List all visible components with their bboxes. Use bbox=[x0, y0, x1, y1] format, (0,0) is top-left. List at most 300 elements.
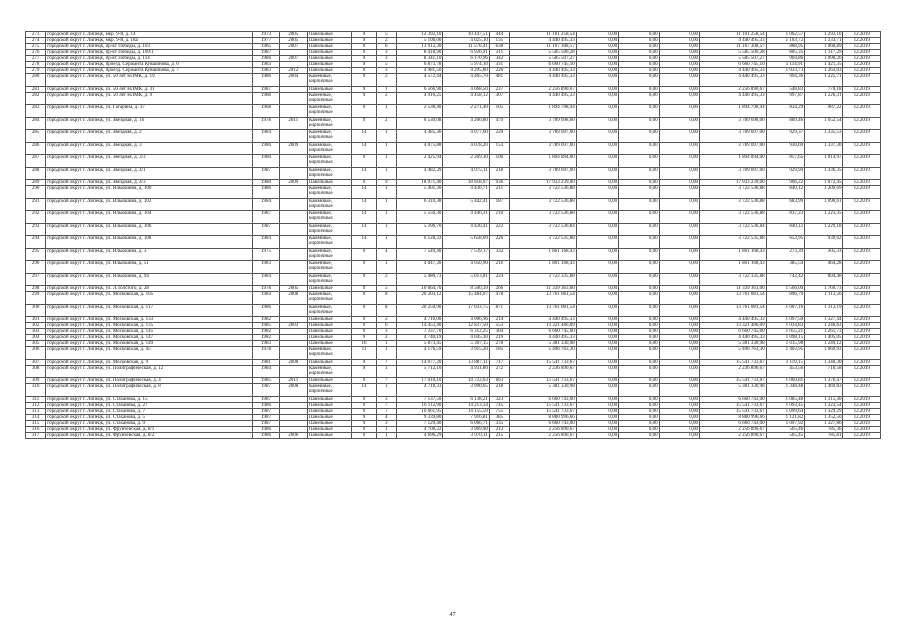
cell-build-year: 1985 bbox=[253, 323, 279, 329]
cell-floors: 9 bbox=[352, 432, 376, 438]
cell-cost-per-sqm: 273,39 bbox=[766, 248, 804, 261]
cell-cost-federal: 0,00 bbox=[576, 323, 618, 329]
cell-cost-limit-per-sqm: 1 223,35 bbox=[805, 211, 843, 224]
cell-cost-federal: 0,00 bbox=[576, 180, 618, 186]
cell-cost-regional: 0,00 bbox=[619, 130, 659, 143]
cell-repair-year bbox=[279, 130, 307, 143]
cell-cost-total: 8 880 996,66 bbox=[510, 414, 577, 420]
cell-floors: 9 bbox=[352, 426, 376, 432]
cell-wall-material: Каменные, кирпичные bbox=[307, 292, 351, 305]
cell-floors: 9 bbox=[352, 68, 376, 74]
cell-wall-material: Каменные, кирпичные bbox=[307, 105, 351, 118]
cell-row-number: 313 bbox=[26, 408, 46, 414]
cell-build-year: 1987 bbox=[253, 420, 279, 426]
cell-build-year: 1981 bbox=[253, 359, 279, 365]
cell-build-year: 1977 bbox=[253, 38, 279, 44]
cell-entrances: 4 bbox=[376, 414, 396, 420]
cell-address: городской округ г. Липецк, ул. 50 лет НЛМК, д. 31 bbox=[46, 86, 253, 92]
cell-residents: 663 bbox=[489, 378, 509, 384]
cell-floors: 14 bbox=[352, 186, 376, 199]
cell-cost-per-sqm: 683,99 bbox=[766, 198, 804, 211]
cell-floors: 9 bbox=[352, 74, 376, 87]
cell-repair-year bbox=[279, 223, 307, 236]
cell-repair-year bbox=[279, 248, 307, 261]
cell-wall-material: Панельные bbox=[307, 329, 351, 335]
cell-entrances: 4 bbox=[376, 248, 396, 261]
cell-cost-owners: 2 256 890,67 bbox=[699, 426, 766, 432]
cell-cost-per-sqm: 653,95 bbox=[766, 236, 804, 249]
cell-living-area: 6 066,71 bbox=[443, 420, 489, 426]
cell-cost-regional: 0,00 bbox=[619, 92, 659, 105]
table-row bbox=[26, 248, 881, 261]
cell-address: городской округ г. Липецк, ул. Ильюшина, д. 106 bbox=[46, 223, 253, 236]
cell-cost-total: 3 789 697,00 bbox=[510, 130, 577, 143]
cell-cost-total: 2 256 890,67 bbox=[510, 86, 577, 92]
cell-cost-limit-per-sqm: 1 335,53 bbox=[805, 130, 843, 143]
cell-cost-limit-per-sqm: 1 209,69 bbox=[805, 186, 843, 199]
cell-wall-material: Панельные bbox=[307, 44, 351, 50]
cell-cost-total: 11 167 308,57 bbox=[510, 44, 577, 50]
cell-cost-owners: 3 789 697,00 bbox=[699, 167, 766, 180]
cell-floors: 14 bbox=[352, 130, 376, 143]
cell-cost-federal: 0,00 bbox=[576, 142, 618, 155]
cell-cost-limit-per-sqm: 785,36 bbox=[805, 426, 843, 432]
cell-build-year: 1975 bbox=[253, 248, 279, 261]
cell-cost-local: 0,00 bbox=[659, 74, 699, 87]
cell-address: городской округ г. Липецк, ул. Полиграфическая, д. 12 bbox=[46, 365, 253, 378]
cell-cost-local: 0,00 bbox=[659, 155, 699, 168]
cell-planned-date: 12.2019 bbox=[843, 180, 881, 186]
cell-cost-total: 13 761 081,54 bbox=[510, 292, 577, 305]
cell-repair-year: 2011 bbox=[279, 378, 307, 384]
cell-living-area: 4 077,60 bbox=[443, 130, 489, 143]
cell-build-year: 1978 bbox=[253, 347, 279, 360]
cell-cost-federal: 0,00 bbox=[576, 347, 618, 360]
cell-living-area: 7 916,81 bbox=[443, 414, 489, 420]
cell-row-number: 289 bbox=[26, 180, 46, 186]
cell-cost-total: 1 894 894,00 bbox=[510, 155, 577, 168]
register-sheet bbox=[25, 31, 881, 439]
cell-cost-federal: 0,00 bbox=[576, 341, 618, 347]
cell-cost-limit-per-sqm: 1 352,50 bbox=[805, 414, 843, 420]
cell-repair-year: 2005 bbox=[279, 32, 307, 38]
table-row bbox=[26, 186, 881, 199]
cell-row-number: 273 bbox=[26, 32, 46, 38]
cell-planned-date: 12.2019 bbox=[843, 105, 881, 118]
cell-cost-limit-per-sqm: 785,81 bbox=[805, 432, 843, 438]
cell-entrances: 2 bbox=[376, 335, 396, 341]
cell-cost-regional: 0,00 bbox=[619, 236, 659, 249]
cell-build-year: 1987 bbox=[253, 384, 279, 397]
cell-row-number: 274 bbox=[26, 38, 46, 44]
cell-wall-material: Панельные bbox=[307, 68, 351, 74]
cell-cost-regional: 0,00 bbox=[619, 142, 659, 155]
cell-cost-federal: 0,00 bbox=[576, 261, 618, 274]
cell-repair-year: 2009 bbox=[279, 142, 307, 155]
cell-repair-year: 2007 bbox=[279, 44, 307, 50]
cell-living-area: 6 926,91 bbox=[443, 50, 489, 56]
cell-cost-per-sqm: 889,46 bbox=[766, 117, 804, 130]
cell-cost-total: 11 339 363,00 bbox=[510, 286, 577, 292]
table-row bbox=[26, 211, 881, 224]
cell-cost-local: 0,00 bbox=[659, 180, 699, 186]
cell-cost-federal: 0,00 bbox=[576, 432, 618, 438]
cell-cost-per-sqm: 1 097,92 bbox=[766, 420, 804, 426]
cell-entrances: 9 bbox=[376, 180, 396, 186]
table-row bbox=[26, 223, 881, 236]
cell-row-number: 291 bbox=[26, 198, 46, 211]
cell-cost-federal: 0,00 bbox=[576, 329, 618, 335]
cell-cost-local: 0,00 bbox=[659, 426, 699, 432]
cell-living-area: 4 075,11 bbox=[443, 167, 489, 180]
cell-total-area: 14 453,40 bbox=[396, 323, 442, 329]
cell-build-year: 1986 bbox=[253, 74, 279, 87]
cell-living-area: 4 068,50 bbox=[443, 86, 489, 92]
cell-cost-owners: 4 440 495,33 bbox=[699, 38, 766, 44]
cell-cost-regional: 0,00 bbox=[619, 317, 659, 323]
cell-wall-material: Каменные, кирпичные bbox=[307, 248, 351, 261]
cell-cost-local: 0,00 bbox=[659, 292, 699, 305]
cell-cost-owners: 3 722 536,88 bbox=[699, 186, 766, 199]
cell-residents: 332 bbox=[489, 248, 509, 261]
cell-cost-total: 4 440 495,33 bbox=[510, 74, 577, 87]
cell-cost-regional: 0,00 bbox=[619, 396, 659, 402]
cell-planned-date: 12.2019 bbox=[843, 420, 881, 426]
cell-repair-year bbox=[279, 236, 307, 249]
cell-cost-limit-per-sqm: 1 225,71 bbox=[805, 74, 843, 87]
cell-build-year: 1987 bbox=[253, 223, 279, 236]
cell-residents: 218 bbox=[489, 384, 509, 397]
cell-cost-per-sqm: 548,83 bbox=[766, 86, 804, 92]
cell-wall-material: Панельные bbox=[307, 286, 351, 292]
cell-address: городской округ г. Липецк, проезд. Сержанта Кувшинова, д. 7 bbox=[46, 68, 253, 74]
cell-living-area: 2 271,40 bbox=[443, 105, 489, 118]
cell-cost-regional: 0,00 bbox=[619, 402, 659, 408]
cell-entrances: 3 bbox=[376, 420, 396, 426]
cell-address: городской округ г. Липецк, ул. Московская, д. 135 bbox=[46, 323, 253, 329]
cell-living-area: 4 295,80 bbox=[443, 68, 489, 74]
cell-residents: 331 bbox=[489, 62, 509, 68]
cell-address: городской округ г. Липецк, ул. Фрунзенская, д. 8/2 bbox=[46, 432, 253, 438]
cell-planned-date: 12.2019 bbox=[843, 62, 881, 68]
cell-wall-material: Каменные, кирпичные bbox=[307, 186, 351, 199]
cell-residents: 226 bbox=[489, 68, 509, 74]
cell-planned-date: 12.2019 bbox=[843, 167, 881, 180]
cell-cost-owners: 2 236 890,67 bbox=[699, 365, 766, 378]
cell-total-area: 7 129,40 bbox=[396, 420, 442, 426]
cell-cost-total: 15 541 733,67 bbox=[510, 408, 577, 414]
cell-cost-limit-per-sqm: 1 052,54 bbox=[805, 117, 843, 130]
cell-cost-regional: 0,00 bbox=[619, 304, 659, 317]
cell-cost-owners: 1 861 168,43 bbox=[699, 248, 766, 261]
cell-row-number: 303 bbox=[26, 329, 46, 335]
cell-cost-total: 2 256 890,67 bbox=[510, 432, 577, 438]
cell-cost-federal: 0,00 bbox=[576, 130, 618, 143]
cell-address: городской округ г. Липецк, ул. Гагарина, д. 37 bbox=[46, 105, 253, 118]
cell-row-number: 286 bbox=[26, 142, 46, 155]
cell-planned-date: 12.2019 bbox=[843, 384, 881, 397]
cell-row-number: 276 bbox=[26, 50, 46, 56]
cell-cost-per-sqm: 834,29 bbox=[766, 105, 804, 118]
cell-cost-per-sqm: 1 015,98 bbox=[766, 341, 804, 347]
cell-cost-per-sqm: 1 034,83 bbox=[766, 323, 804, 329]
cell-cost-local: 0,00 bbox=[659, 420, 699, 426]
cell-cost-limit-per-sqm: 1 246,63 bbox=[805, 323, 843, 329]
cell-living-area: 3 969,90 bbox=[443, 426, 489, 432]
cell-row-number: 285 bbox=[26, 130, 46, 143]
cell-residents: 237 bbox=[489, 86, 509, 92]
cell-cost-local: 0,00 bbox=[659, 261, 699, 274]
cell-cost-limit-per-sqm: 770,18 bbox=[805, 86, 843, 92]
cell-cost-limit-per-sqm: 1 117,29 bbox=[805, 50, 843, 56]
cell-total-area: 4 916,25 bbox=[396, 92, 442, 105]
cell-cost-owners: 13 761 081,54 bbox=[699, 304, 766, 317]
cell-cost-regional: 0,00 bbox=[619, 56, 659, 62]
cell-cost-regional: 0,00 bbox=[619, 180, 659, 186]
table-row bbox=[26, 117, 881, 130]
cell-living-area: 7 539,17 bbox=[443, 248, 489, 261]
cell-cost-regional: 0,00 bbox=[619, 261, 659, 274]
cell-planned-date: 12.2019 bbox=[843, 378, 881, 384]
cell-cost-regional: 0,00 bbox=[619, 408, 659, 414]
cell-entrances: 1 bbox=[376, 167, 396, 180]
cell-cost-owners: 3 722 536,84 bbox=[699, 223, 766, 236]
cell-cost-local: 0,00 bbox=[659, 341, 699, 347]
cell-living-area: 10 447,51 bbox=[443, 32, 489, 38]
cell-address: городской округ г. Липецк, ул. Ильюшина, д. 94 bbox=[46, 273, 253, 286]
table-row bbox=[26, 198, 881, 211]
cell-repair-year: 2007 bbox=[279, 56, 307, 62]
cell-cost-limit-per-sqm: 1 323,54 bbox=[805, 402, 843, 408]
cell-repair-year: 2005 bbox=[279, 38, 307, 44]
cell-build-year: 1984 bbox=[253, 198, 279, 211]
cell-build-year: 1984 bbox=[253, 130, 279, 143]
cell-cost-regional: 0,00 bbox=[619, 286, 659, 292]
cell-planned-date: 12.2019 bbox=[843, 273, 881, 286]
cell-entrances: 7 bbox=[376, 378, 396, 384]
cell-floors: 9 bbox=[352, 378, 376, 384]
cell-planned-date: 12.2019 bbox=[843, 44, 881, 50]
cell-cost-total: 4 440 495,33 bbox=[510, 317, 577, 323]
cell-build-year: 1986 bbox=[253, 432, 279, 438]
cell-repair-year: 2009 bbox=[279, 180, 307, 186]
cell-living-area: 3 970,11 bbox=[443, 432, 489, 438]
cell-cost-limit-per-sqm: 1 340,30 bbox=[805, 359, 843, 365]
cell-cost-owners: 13 321 486,09 bbox=[699, 323, 766, 329]
cell-planned-date: 12.2019 bbox=[843, 261, 881, 274]
cell-wall-material: Панельные bbox=[307, 335, 351, 341]
cell-cost-local: 0,00 bbox=[659, 142, 699, 155]
cell-repair-year: 2008 bbox=[279, 359, 307, 365]
cell-residents: 220 bbox=[489, 130, 509, 143]
cell-cost-per-sqm: 1 098,15 bbox=[766, 335, 804, 341]
cell-cost-per-sqm: 994,36 bbox=[766, 74, 804, 87]
cell-cost-local: 0,00 bbox=[659, 323, 699, 329]
cell-entrances: 8 bbox=[376, 292, 396, 305]
cell-cost-limit-per-sqm: 1 421,35 bbox=[805, 62, 843, 68]
cell-address: городской округ г. Липецк, ул. Л.Толстого, д. 28 bbox=[46, 286, 253, 292]
cell-repair-year bbox=[279, 347, 307, 360]
cell-cost-local: 0,00 bbox=[659, 167, 699, 180]
cell-cost-local: 0,00 bbox=[659, 414, 699, 420]
cell-cost-owners: 15 541 733,67 bbox=[699, 402, 766, 408]
cell-repair-year bbox=[279, 304, 307, 317]
cell-living-area: 4 458,12 bbox=[443, 92, 489, 105]
cell-build-year: 1988 bbox=[253, 92, 279, 105]
cell-planned-date: 12.2019 bbox=[843, 130, 881, 143]
cell-cost-federal: 0,00 bbox=[576, 292, 618, 305]
cell-floors: 9 bbox=[352, 414, 376, 420]
cell-row-number: 314 bbox=[26, 414, 46, 420]
cell-cost-total: 6 660 745,00 bbox=[510, 329, 577, 335]
cell-cost-local: 0,00 bbox=[659, 359, 699, 365]
cell-address: городской округ г. Липецк, ул. Московская, д. 9 bbox=[46, 359, 253, 365]
cell-floors: 9 bbox=[352, 38, 376, 44]
cell-cost-per-sqm: 1 007,16 bbox=[766, 304, 804, 317]
cell-cost-owners: 4 440 495,33 bbox=[699, 317, 766, 323]
cell-cost-per-sqm: 930,69 bbox=[766, 142, 804, 155]
cell-floors: 9 bbox=[352, 50, 376, 56]
cell-cost-federal: 0,00 bbox=[576, 236, 618, 249]
cell-cost-per-sqm: 840,12 bbox=[766, 186, 804, 199]
cell-cost-local: 0,00 bbox=[659, 304, 699, 317]
cell-planned-date: 12.2019 bbox=[843, 74, 881, 87]
cell-build-year: 1980 bbox=[253, 180, 279, 186]
cell-planned-date: 12.2019 bbox=[843, 248, 881, 261]
cell-build-year: 1984 bbox=[253, 236, 279, 249]
cell-row-number: 284 bbox=[26, 117, 46, 130]
cell-wall-material: Панельные bbox=[307, 317, 351, 323]
cell-cost-per-sqm: 1 093,45 bbox=[766, 402, 804, 408]
cell-repair-year bbox=[279, 186, 307, 199]
table-row bbox=[26, 365, 881, 378]
cell-entrances: 1 bbox=[376, 432, 396, 438]
cell-cost-per-sqm: 1 119,15 bbox=[766, 359, 804, 365]
cell-cost-per-sqm: 904,86 bbox=[766, 56, 804, 62]
cell-cost-owners: 5 585 506,28 bbox=[699, 50, 766, 56]
cell-cost-per-sqm: 1 348,48 bbox=[766, 384, 804, 397]
cell-cost-limit-per-sqm: 1 337,30 bbox=[805, 142, 843, 155]
cell-living-area: 2 269,30 bbox=[443, 155, 489, 168]
cell-cost-owners: 5 381 330,98 bbox=[699, 341, 766, 347]
cell-planned-date: 12.2019 bbox=[843, 359, 881, 365]
cell-wall-material: Каменные, кирпичные bbox=[307, 130, 351, 143]
cell-entrances: 1 bbox=[376, 155, 396, 168]
cell-planned-date: 12.2019 bbox=[843, 317, 881, 323]
cell-total-area: 4 176,59 bbox=[396, 347, 442, 360]
cell-cost-owners: 3 722 536,88 bbox=[699, 211, 766, 224]
cell-row-number: 283 bbox=[26, 105, 46, 118]
cell-wall-material: Панельные bbox=[307, 62, 351, 68]
cell-cost-regional: 0,00 bbox=[619, 32, 659, 38]
cell-cost-per-sqm: 1 069,81 bbox=[766, 378, 804, 384]
cell-cost-limit-per-sqm: 1 329,29 bbox=[805, 408, 843, 414]
cell-row-number: 278 bbox=[26, 62, 46, 68]
cell-residents: 323 bbox=[489, 396, 509, 402]
cell-wall-material: Панельные bbox=[307, 32, 351, 38]
cell-residents: 226 bbox=[489, 236, 509, 249]
cell-residents: 936 bbox=[489, 180, 509, 186]
cell-cost-federal: 0,00 bbox=[576, 32, 618, 38]
cell-cost-total: 2 236 890,67 bbox=[510, 365, 577, 378]
cell-address: городской округ г. Липецк, ул. Ильюшина, д. 51 bbox=[46, 261, 253, 274]
cell-cost-federal: 0,00 bbox=[576, 317, 618, 323]
cell-row-number: 315 bbox=[26, 420, 46, 426]
cell-cost-total: 13 761 081,54 bbox=[510, 304, 577, 317]
table-row bbox=[26, 155, 881, 168]
cell-build-year: 1986 bbox=[253, 186, 279, 199]
cell-floors: 9 bbox=[352, 32, 376, 38]
cell-floors: 9 bbox=[352, 44, 376, 50]
cell-living-area: 5 974,10 bbox=[443, 62, 489, 68]
cell-cost-limit-per-sqm: 1 090,61 bbox=[805, 198, 843, 211]
cell-floors: 9 bbox=[352, 317, 376, 323]
cell-cost-federal: 0,00 bbox=[576, 378, 618, 384]
cell-cost-owners: 17 933 239,00 bbox=[699, 180, 766, 186]
cell-address: городской округ г. Липецк, ул. Звездная, д. 4/1 bbox=[46, 167, 253, 180]
cell-cost-owners: 1 894 894,00 bbox=[699, 155, 766, 168]
cell-residents: 478 bbox=[489, 292, 509, 305]
cell-living-area: 5 307,15 bbox=[443, 341, 489, 347]
cell-total-area: 16 661,95 bbox=[396, 408, 442, 414]
cell-wall-material: Панельные bbox=[307, 180, 351, 186]
cell-cost-owners: 4 440 495,33 bbox=[699, 92, 766, 105]
cell-cost-limit-per-sqm: 1 090,26 bbox=[805, 56, 843, 62]
cell-repair-year: 2004 bbox=[279, 74, 307, 87]
cell-cost-owners: 4 440 495,33 bbox=[699, 74, 766, 87]
cell-cost-limit-per-sqm: 1 292,16 bbox=[805, 32, 843, 38]
cell-total-area: 7 549,40 bbox=[396, 248, 442, 261]
cell-living-area: 6 138,21 bbox=[443, 396, 489, 402]
cell-cost-regional: 0,00 bbox=[619, 44, 659, 50]
cell-cost-limit-per-sqm: 1 315,30 bbox=[805, 396, 843, 402]
cell-address: городской округ г. Липецк, пр-кт Победы, д. 103 bbox=[46, 44, 253, 50]
cell-cost-per-sqm: 997,87 bbox=[766, 92, 804, 105]
cell-total-area: 16 112,90 bbox=[396, 402, 442, 408]
cell-cost-federal: 0,00 bbox=[576, 273, 618, 286]
cell-entrances: 3 bbox=[376, 50, 396, 56]
cell-entrances: 1 bbox=[376, 211, 396, 224]
cell-row-number: 275 bbox=[26, 44, 46, 50]
cell-cost-federal: 0,00 bbox=[576, 167, 618, 180]
cell-residents: 755 bbox=[489, 408, 509, 414]
cell-cost-federal: 0,00 bbox=[576, 211, 618, 224]
cell-wall-material: Панельные bbox=[307, 420, 351, 426]
cell-cost-per-sqm: 888,95 bbox=[766, 44, 804, 50]
cell-entrances: 1 bbox=[376, 341, 396, 347]
cell-total-area: 14 077,20 bbox=[396, 359, 442, 365]
cell-cost-per-sqm: 1 121,82 bbox=[766, 414, 804, 420]
cell-floors: 9 bbox=[352, 92, 376, 105]
cell-cost-limit-per-sqm: 1 113,56 bbox=[805, 292, 843, 305]
cell-planned-date: 12.2019 bbox=[843, 341, 881, 347]
cell-cost-limit-per-sqm: 1 263,03 bbox=[805, 68, 843, 74]
cell-cost-limit-per-sqm: 1 226,31 bbox=[805, 92, 843, 105]
cell-row-number: 301 bbox=[26, 317, 46, 323]
cell-total-area: 2 538,40 bbox=[396, 105, 442, 118]
cell-residents: 213 bbox=[489, 426, 509, 432]
cell-residents: 481 bbox=[489, 74, 509, 87]
cell-row-number: 302 bbox=[26, 323, 46, 329]
cell-floors: 9 bbox=[352, 286, 376, 292]
cell-address: городской округ г. Липецк, ул. Ильюшина, д. 3 bbox=[46, 248, 253, 261]
cell-cost-federal: 0,00 bbox=[576, 420, 618, 426]
cell-cost-local: 0,00 bbox=[659, 198, 699, 211]
cell-cost-federal: 0,00 bbox=[576, 426, 618, 432]
cell-address: городской округ г. Липецк, ул. Звездная, д. 4/3 bbox=[46, 180, 253, 186]
cell-total-area: 4 075,88 bbox=[396, 142, 442, 155]
cell-cost-federal: 0,00 bbox=[576, 62, 618, 68]
